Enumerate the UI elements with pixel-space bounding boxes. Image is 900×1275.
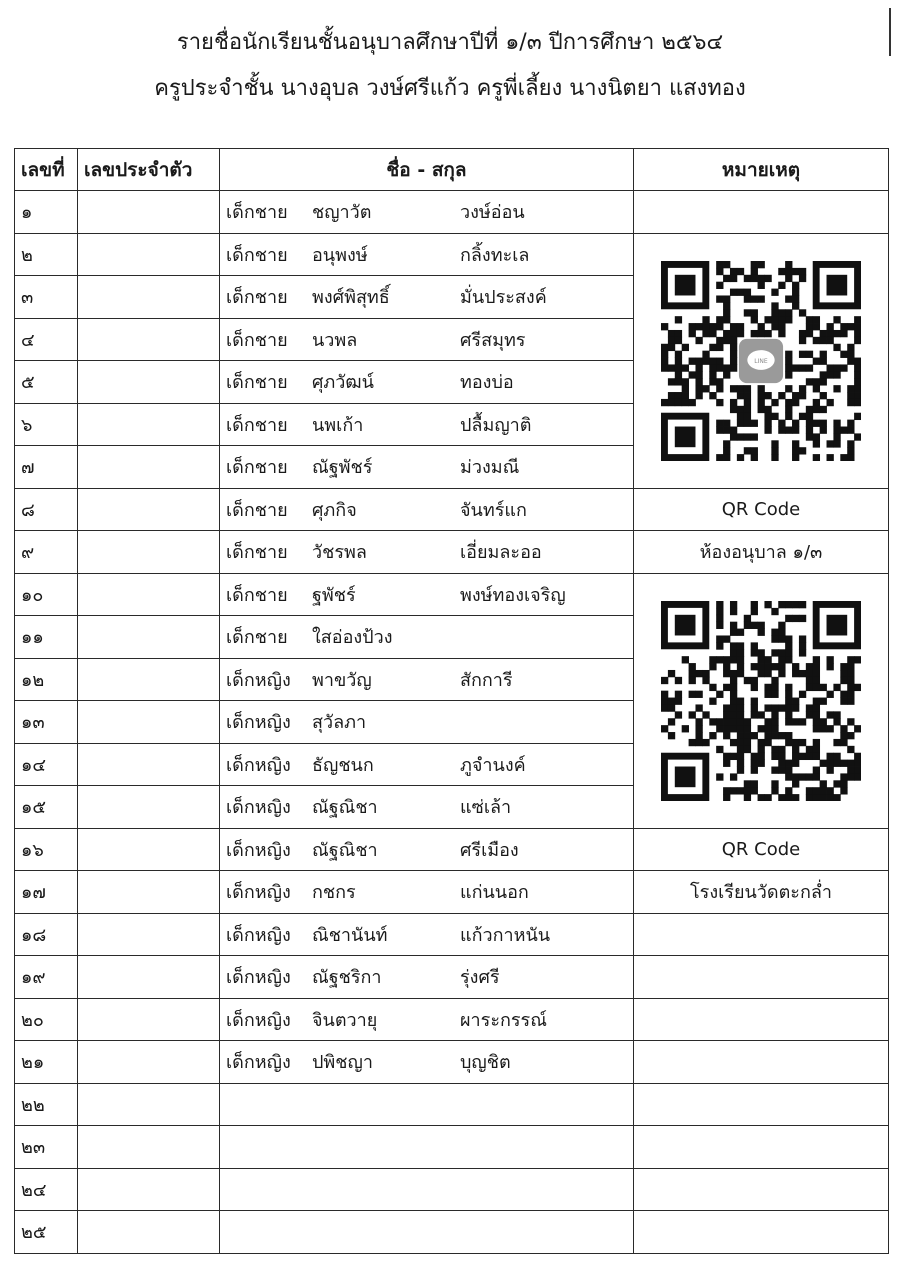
student-number: ๑๒ [15,658,78,701]
table-row [15,1168,889,1211]
student-last-name: บุญชิต [460,1052,511,1074]
student-name-cell [220,233,634,276]
student-prefix: เด็กชาย [226,414,288,436]
student-number: ๓ [15,276,78,319]
student-prefix: เด็กหญิง [226,924,291,946]
qr-label-school: QR Code [634,828,889,871]
table-row [15,1083,889,1126]
student-id-cell [78,573,220,616]
student-prefix: เด็กหญิง [226,839,291,861]
student-prefix: เด็กชาย [226,202,288,224]
scan-edge-mark [889,8,891,56]
student-last-name: มั่นประสงค์ [460,287,547,309]
table-body [15,191,889,1254]
student-number: ๑๓ [15,701,78,744]
student-last-name: ศรีเมือง [460,839,519,861]
student-first-name: กชกร [312,882,356,904]
student-number: ๗ [15,446,78,489]
remarks-cell [634,998,889,1041]
table-row [15,1211,889,1254]
remarks-cell [634,913,889,956]
student-number: ๖ [15,403,78,446]
student-last-name: จันทร์แก [460,499,527,521]
student-first-name: ชญาวัต [312,202,372,224]
student-prefix: เด็กหญิง [226,754,291,776]
student-first-name: ณัฐณิชา [312,797,378,819]
student-id-cell [78,1041,220,1084]
student-first-name: วัชรพล [312,542,367,564]
document-subtitle: ครูประจำชั้น นางอุบล วงษ์ศรีแก้ว ครูพี่เลี้ยง นางนิตยา แสงทอง [154,76,746,101]
student-id-cell [78,1168,220,1211]
student-name-cell [220,743,634,786]
student-last-name: วงษ์อ่อน [460,202,525,224]
qr-caption-class: ห้องอนุบาล ๑/๓ [634,531,889,574]
remarks-cell [634,1168,889,1211]
student-number: ๑๔ [15,743,78,786]
student-last-name: ผาระกรรณ์ [460,1009,547,1031]
student-name-cell [220,701,634,744]
student-number: ๑๕ [15,786,78,829]
student-last-name: รุ่งศรี [460,967,500,989]
student-last-name: ภูจำนงค์ [460,754,526,776]
qr-code-line-group-cell [634,233,889,488]
student-prefix: เด็กชาย [226,627,288,649]
student-prefix: เด็กชาย [226,372,288,394]
student-first-name: ศุภวัฒน์ [312,372,374,394]
table-row [15,998,889,1041]
student-last-name: ทองบ่อ [460,372,514,394]
student-last-name: กลิ้งทะเล [460,244,530,266]
student-number: ๑๗ [15,871,78,914]
student-id-cell [78,828,220,871]
student-last-name: ปลื้มญาติ [460,414,532,436]
student-name-cell [220,1211,634,1254]
student-number: ๑๘ [15,913,78,956]
remarks-cell [634,191,889,234]
qr-code-school-cell [634,573,889,828]
student-first-name: ณิชานันท์ [312,924,388,946]
student-id-cell [78,361,220,404]
remarks-cell [634,1211,889,1254]
table-row [15,871,889,914]
student-id-cell [78,956,220,999]
student-last-name: แซ่เล้า [460,797,512,819]
student-last-name: สักการี [460,669,513,691]
student-number: ๑๑ [15,616,78,659]
student-name-cell [220,446,634,489]
student-number: ๒๓ [15,1126,78,1169]
student-prefix: เด็กชาย [226,287,288,309]
student-number: ๔ [15,318,78,361]
student-last-name: แก่นนอก [460,882,529,904]
student-last-name: ม่วงมณี [460,457,520,479]
student-name-cell [220,1126,634,1169]
table-header-row [15,149,889,191]
student-name-cell [220,828,634,871]
student-first-name: จินตวายุ [312,1009,378,1031]
student-first-name: ธัญชนก [312,754,374,776]
student-prefix: เด็กหญิง [226,967,291,989]
student-id-cell [78,318,220,361]
student-id-cell [78,658,220,701]
student-last-name: เอี่ยมละออ [460,542,542,564]
student-name-cell [220,318,634,361]
student-first-name: พงศ์พิสุทธิ์ [312,287,390,309]
table-row [15,956,889,999]
student-name-cell [220,658,634,701]
student-name-cell [220,786,634,829]
student-number: ๒๑ [15,1041,78,1084]
student-id-cell [78,998,220,1041]
student-id-cell [78,1211,220,1254]
student-number: ๒๔ [15,1168,78,1211]
student-first-name: ใสอ่องป้วง [312,627,393,649]
student-number: ๑๙ [15,956,78,999]
student-id-cell [78,913,220,956]
header-remarks: หมายเหตุ [634,149,889,191]
student-prefix: เด็กหญิง [226,882,291,904]
qr-code-icon[interactable] [640,601,882,801]
student-prefix: เด็กชาย [226,584,288,606]
student-number: ๙ [15,531,78,574]
student-number: ๒๐ [15,998,78,1041]
remarks-cell [634,956,889,999]
student-number: ๕ [15,361,78,404]
student-first-name: นวพล [312,329,358,351]
student-prefix: เด็กหญิง [226,1009,291,1031]
student-last-name: พงษ์ทองเจริญ [460,584,566,606]
student-name-cell [220,913,634,956]
student-id-cell [78,276,220,319]
student-first-name: สุวัลภา [312,712,367,734]
student-prefix: เด็กชาย [226,244,288,266]
student-id-cell [78,191,220,234]
student-name-cell [220,1168,634,1211]
table-row [15,1126,889,1169]
student-id-cell [78,488,220,531]
remarks-cell [634,1126,889,1169]
table-row [15,573,889,616]
student-last-name: ศรีสมุทร [460,329,526,351]
student-number: ๑๐ [15,573,78,616]
student-id-cell [78,1083,220,1126]
student-id-cell [78,531,220,574]
student-number: ๘ [15,488,78,531]
student-prefix: เด็กชาย [226,542,288,564]
student-id-cell [78,233,220,276]
header-full-name: ชื่อ - สกุล [220,149,634,191]
student-name-cell [220,276,634,319]
student-id-cell [78,871,220,914]
student-number: ๑ [15,191,78,234]
student-id-cell [78,701,220,744]
student-first-name: นพเก้า [312,414,364,436]
table-row [15,191,889,234]
student-id-cell [78,446,220,489]
student-number: ๒๕ [15,1211,78,1254]
student-id-cell [78,403,220,446]
student-id-cell [78,786,220,829]
table-row [15,828,889,871]
student-first-name: อนุพงษ์ [312,244,368,266]
student-number: ๑๖ [15,828,78,871]
table-row [15,1041,889,1084]
student-id-cell [78,743,220,786]
student-name-cell [220,361,634,404]
student-name-cell [220,191,634,234]
header-number: เลขที่ [15,149,78,191]
student-first-name: พาขวัญ [312,669,372,691]
student-first-name: ณัฐชริกา [312,967,382,989]
svg-text:LINE: LINE [754,357,768,365]
student-first-name: ปพิชญา [312,1052,373,1074]
qr-caption-school: โรงเรียนวัดตะกล่ำ [634,871,889,914]
student-prefix: เด็กหญิง [226,1052,291,1074]
student-name-cell [220,531,634,574]
student-first-name: ฐพัชร์ [312,584,356,606]
student-first-name: ณัฐพัชร์ [312,457,373,479]
table-row [15,913,889,956]
table-row [15,488,889,531]
student-roster-table [14,148,889,1254]
student-prefix: เด็กชาย [226,329,288,351]
document-title: รายชื่อนักเรียนชั้นอนุบาลศึกษาปีที่ ๑/๓ ปีการศึกษา ๒๕๖๔ [176,30,724,55]
header-student-id: เลขประจำตัว [78,149,220,191]
student-name-cell [220,573,634,616]
table-row [15,233,889,276]
student-id-cell [78,1126,220,1169]
table-row [15,531,889,574]
student-name-cell [220,871,634,914]
student-name-cell [220,616,634,659]
student-name-cell [220,998,634,1041]
student-first-name: ณัฐณิชา [312,839,378,861]
student-name-cell [220,1041,634,1084]
remarks-cell [634,1041,889,1084]
qr-code-icon[interactable] [640,261,882,461]
student-number: ๒ [15,233,78,276]
student-name-cell [220,956,634,999]
student-name-cell [220,403,634,446]
student-prefix: เด็กชาย [226,499,288,521]
student-first-name: ศุภกิจ [312,499,357,521]
student-last-name: แก้วกาหนัน [460,924,551,946]
student-prefix: เด็กหญิง [226,712,291,734]
line-logo-icon [739,338,783,382]
student-number: ๒๒ [15,1083,78,1126]
student-name-cell [220,1083,634,1126]
student-prefix: เด็กหญิง [226,797,291,819]
remarks-cell [634,1083,889,1126]
student-name-cell [220,488,634,531]
student-prefix: เด็กหญิง [226,669,291,691]
qr-label-class: QR Code [634,488,889,531]
student-id-cell [78,616,220,659]
student-prefix: เด็กชาย [226,457,288,479]
